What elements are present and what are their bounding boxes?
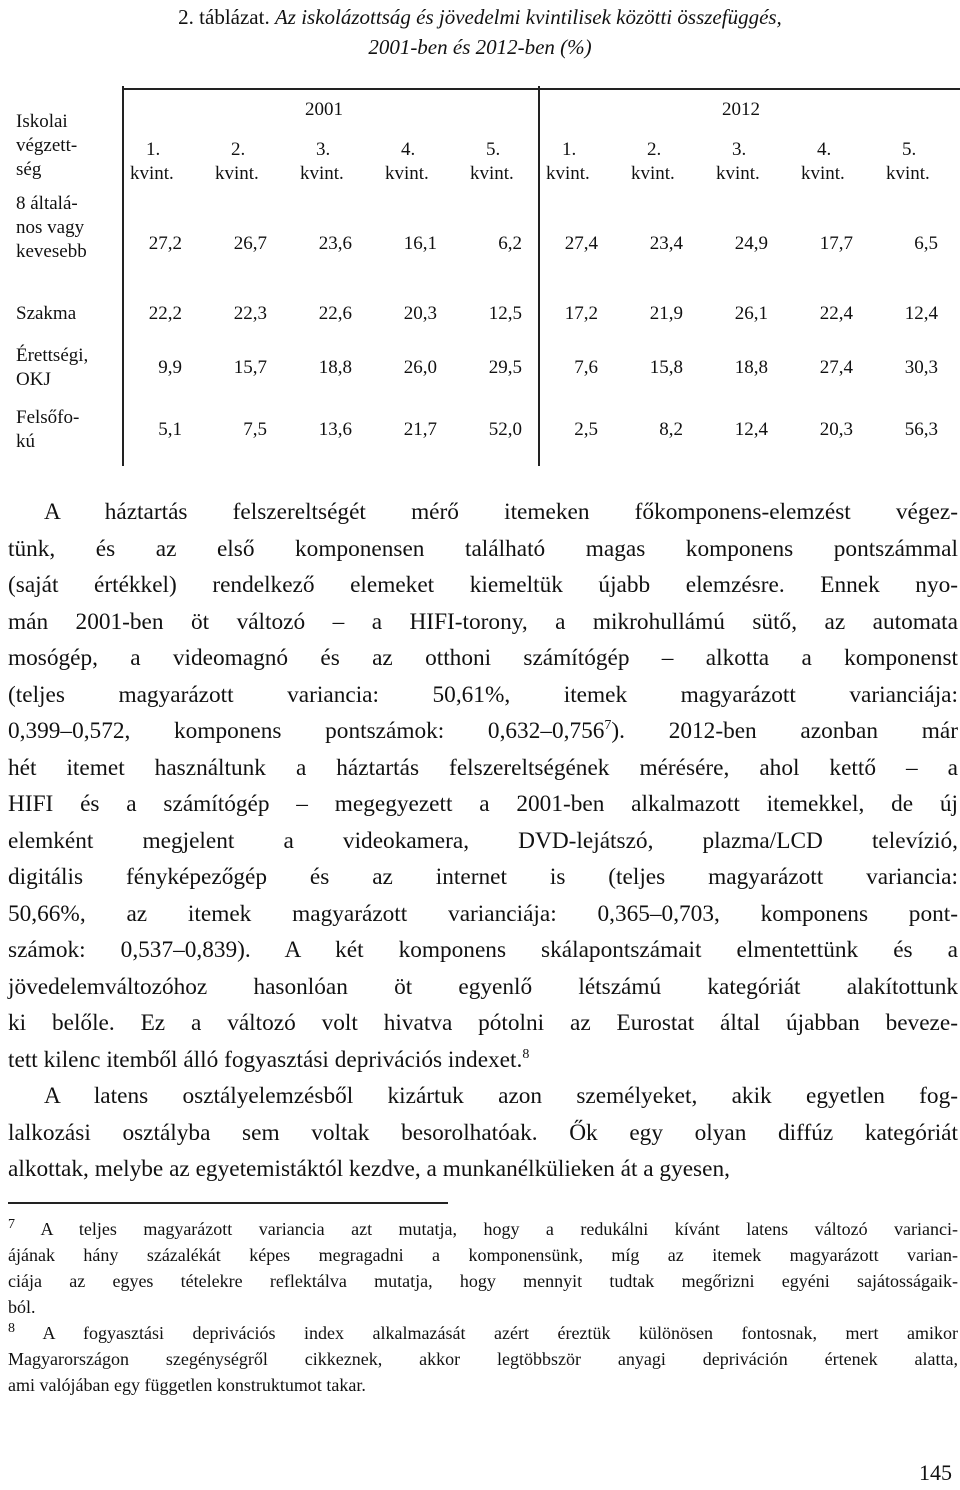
body-line: [8, 713, 958, 750]
body-line: hét itemet használtunk a háztartás felszereltségének mérésére, ahol kettő – a: [8, 754, 958, 781]
row-label: Szakma: [16, 303, 77, 324]
row-label: Felsőfo-: [16, 407, 80, 428]
table-cell: 12,4: [734, 419, 768, 440]
body-line: (teljes magyarázott variancia: 50,61%, itemek magyarázott varianciája:: [8, 681, 958, 708]
body-line: tünk, és az első komponensen található magas komponens pontszámmal: [8, 535, 958, 562]
quintile-header-num: 1.: [146, 139, 161, 160]
row-label: OKJ: [16, 369, 51, 390]
footnote-line: [8, 1320, 958, 1346]
body-line: alkottak, melybe az egyetemistáktól kezdve, a munkanélkülieken át a gyesen,: [8, 1156, 730, 1182]
quintile-header-word: kvint.: [546, 163, 590, 184]
footnote-text: A fogyasztási deprivációs index alkalmazását azért éreztük különösen fontosnak, mert amikor: [15, 1323, 958, 1343]
body-line: HIFI és a számítógép – megegyezett a 2001-ben alkalmazott itemekkel, de új: [8, 791, 958, 817]
table-cell: 20,3: [403, 303, 437, 324]
table-cell: 26,7: [233, 233, 267, 254]
row-label: Érettségi,: [16, 345, 89, 366]
quintile-header-word: kvint.: [130, 163, 174, 184]
body-line: [8, 1042, 958, 1079]
footnote-line: ami valójában egy független konstruktumot takar.: [8, 1375, 366, 1395]
table-cell: 12,4: [904, 303, 938, 324]
quintile-header-num: 1.: [562, 139, 577, 160]
quintile-header-num: 5.: [486, 139, 501, 160]
quintile-header-num: 2.: [647, 139, 662, 160]
row-label: kú: [16, 431, 35, 452]
body-line: jövedelemváltozóhoz hasonlóan öt egyenlő létszámú kategóriát alakítottunk: [8, 973, 958, 1000]
table-cell: 27,2: [148, 233, 182, 254]
table-cell: 23,4: [649, 233, 683, 254]
footnote-line: ciája az egyes tételekre reflektálva mutatja, hogy mennyit tudtak megőrizni egyéni sajátosságaik-: [8, 1271, 958, 1291]
body-line: A háztartás felszereltségét mérő itemeken főkomponens-elemzést végez-: [44, 499, 958, 525]
table-divider-mid: [538, 86, 540, 466]
table-cell: 9,9: [158, 357, 182, 378]
row-label: 8 általá-: [16, 193, 78, 214]
table-cell: 15,7: [233, 357, 267, 378]
row-label: nos vagy: [16, 217, 85, 238]
table-cell: 30,3: [904, 357, 938, 378]
body-line: A latens osztályelemzésből kizártuk azon személyeket, akik egyetlen fog-: [44, 1083, 958, 1109]
table-cell: 20,3: [819, 419, 853, 440]
table-cell: 26,1: [734, 303, 768, 324]
table-cell: 24,9: [734, 233, 768, 254]
row-header-3: ség: [16, 159, 42, 180]
footnotes: [8, 1216, 958, 1398]
table-cell: 13,6: [318, 419, 352, 440]
table-cell: 7,5: [243, 419, 267, 440]
table-cell: 22,4: [819, 303, 853, 324]
table-caption: [0, 2, 960, 32]
footnote-text: A teljes magyarázott variancia azt mutatja, hogy a redukálni kívánt latens változó varianci-: [15, 1219, 958, 1239]
table-cell: 12,5: [488, 303, 522, 324]
caption-title-line2: 2001-ben és 2012-ben (%): [368, 35, 592, 59]
table-cell: 18,8: [318, 357, 352, 378]
quintile-header-num: 4.: [817, 139, 832, 160]
table-cell: 26,0: [403, 357, 437, 378]
quintile-header-word: kvint.: [470, 163, 514, 184]
quintile-header-word: kvint.: [801, 163, 845, 184]
year-2001: 2001: [305, 99, 343, 120]
footnote-ref-8[interactable]: 8: [522, 1046, 530, 1062]
year-rule-2001: [122, 88, 538, 90]
table-cell: 52,0: [488, 419, 522, 440]
table-cell: 6,5: [914, 233, 938, 254]
caption-prefix: 2. táblázat.: [178, 5, 270, 29]
table-cell: 17,7: [819, 233, 853, 254]
body-line: mosógép, a videomagnó és az otthoni számítógép – alkotta a komponenst: [8, 645, 958, 671]
table-cell: 23,6: [318, 233, 352, 254]
quintile-header-num: 5.: [902, 139, 917, 160]
table-cell: 7,6: [574, 357, 598, 378]
footnote-number: 8: [8, 1321, 15, 1336]
footnote-line: ájának hány százalékát képes megragadni a komponensünk, míg az itemek magyarázott varian-: [8, 1245, 958, 1265]
footnote-number: 7: [8, 1217, 15, 1232]
quintile-header-num: 4.: [401, 139, 416, 160]
body-line: mán 2001-ben öt változó – a HIFI-torony, a mikrohullámú sütő, az automata: [8, 608, 958, 635]
row-label: kevesebb: [16, 241, 87, 262]
year-rule-2012: [540, 88, 960, 90]
table-cell: 27,4: [564, 233, 598, 254]
footnote-line: [8, 1216, 958, 1242]
table-cell: 15,8: [649, 357, 683, 378]
row-header-1: Iskolai: [16, 111, 68, 132]
table-cell: 8,2: [659, 419, 683, 440]
table-cell: 18,8: [734, 357, 768, 378]
table-cell: 21,7: [403, 419, 437, 440]
body-line: ki belőle. Ez a változó volt hivatva pótolni az Eurostat által újabban beveze-: [8, 1010, 958, 1036]
body-line: 50,66%, az itemek magyarázott varianciája: 0,365–0,703, komponens pont-: [8, 900, 958, 927]
quintile-header-word: kvint.: [716, 163, 760, 184]
body-line: digitális fényképezőgép és az internet is (teljes magyarázott variancia:: [8, 864, 958, 890]
body-line: számok: 0,537–0,839). A két komponens skálapontszámait elmentettünk és a: [8, 937, 958, 963]
row-header-2: végzett-: [16, 135, 78, 156]
quintile-header-word: kvint.: [631, 163, 675, 184]
table-cell: 27,4: [819, 357, 853, 378]
footnote-line: ból.: [8, 1297, 36, 1317]
body-line: lalkozási osztályba sem voltak besorolhatóak. Ők egy olyan diffúz kategóriát: [8, 1119, 958, 1146]
body-line: (saját értékkel) rendelkező elemeket kiemeltük újabb elemzésre. Ennek nyo-: [8, 572, 958, 598]
body-line-text: ). 2012-ben azonban már: [611, 718, 958, 744]
body-line-text: tett kilenc itemből álló fogyasztási deprivációs indexet.: [8, 1046, 523, 1073]
table-cell: 2,5: [574, 419, 598, 440]
table-cell: 22,3: [233, 303, 267, 324]
quintile-header-word: kvint.: [300, 163, 344, 184]
body-text: [8, 494, 958, 1188]
quintile-header-num: 2.: [231, 139, 246, 160]
body-line-text: 0,399–0,572, komponens pontszámok: 0,632–0,756: [8, 718, 605, 744]
table-cell: 22,2: [148, 303, 182, 324]
footnote-line: Magyarországon szegénységről cikkeznek, akkor legtöbbször anyagi depriváción értenek alatta,: [8, 1349, 958, 1369]
table-cell: 17,2: [564, 303, 598, 324]
table-cell: 16,1: [403, 233, 437, 254]
table-cell: 21,9: [649, 303, 683, 324]
education-income-table: [0, 86, 960, 466]
footnote-ref-7[interactable]: 7: [604, 718, 612, 734]
quintile-header-word: kvint.: [215, 163, 259, 184]
caption-title-line1: Az iskolázottság és jövedelmi kvintilisek közötti összefüggés,: [274, 5, 782, 29]
quintile-header-word: kvint.: [886, 163, 930, 184]
table-cell: 56,3: [904, 419, 938, 440]
table-cell: 6,2: [498, 233, 522, 254]
body-line: elemként megjelent a videokamera, DVD-lejátszó, plazma/LCD televízió,: [8, 827, 958, 854]
quintile-header-num: 3.: [316, 139, 331, 160]
table-cell: 29,5: [488, 357, 522, 378]
table-cell: 22,6: [318, 303, 352, 324]
year-2012: 2012: [722, 99, 760, 120]
page-number: 145: [919, 1460, 952, 1485]
table-cell: 5,1: [158, 419, 182, 440]
quintile-header-num: 3.: [732, 139, 747, 160]
footnote-rule: [8, 1202, 448, 1204]
quintile-header-word: kvint.: [385, 163, 429, 184]
